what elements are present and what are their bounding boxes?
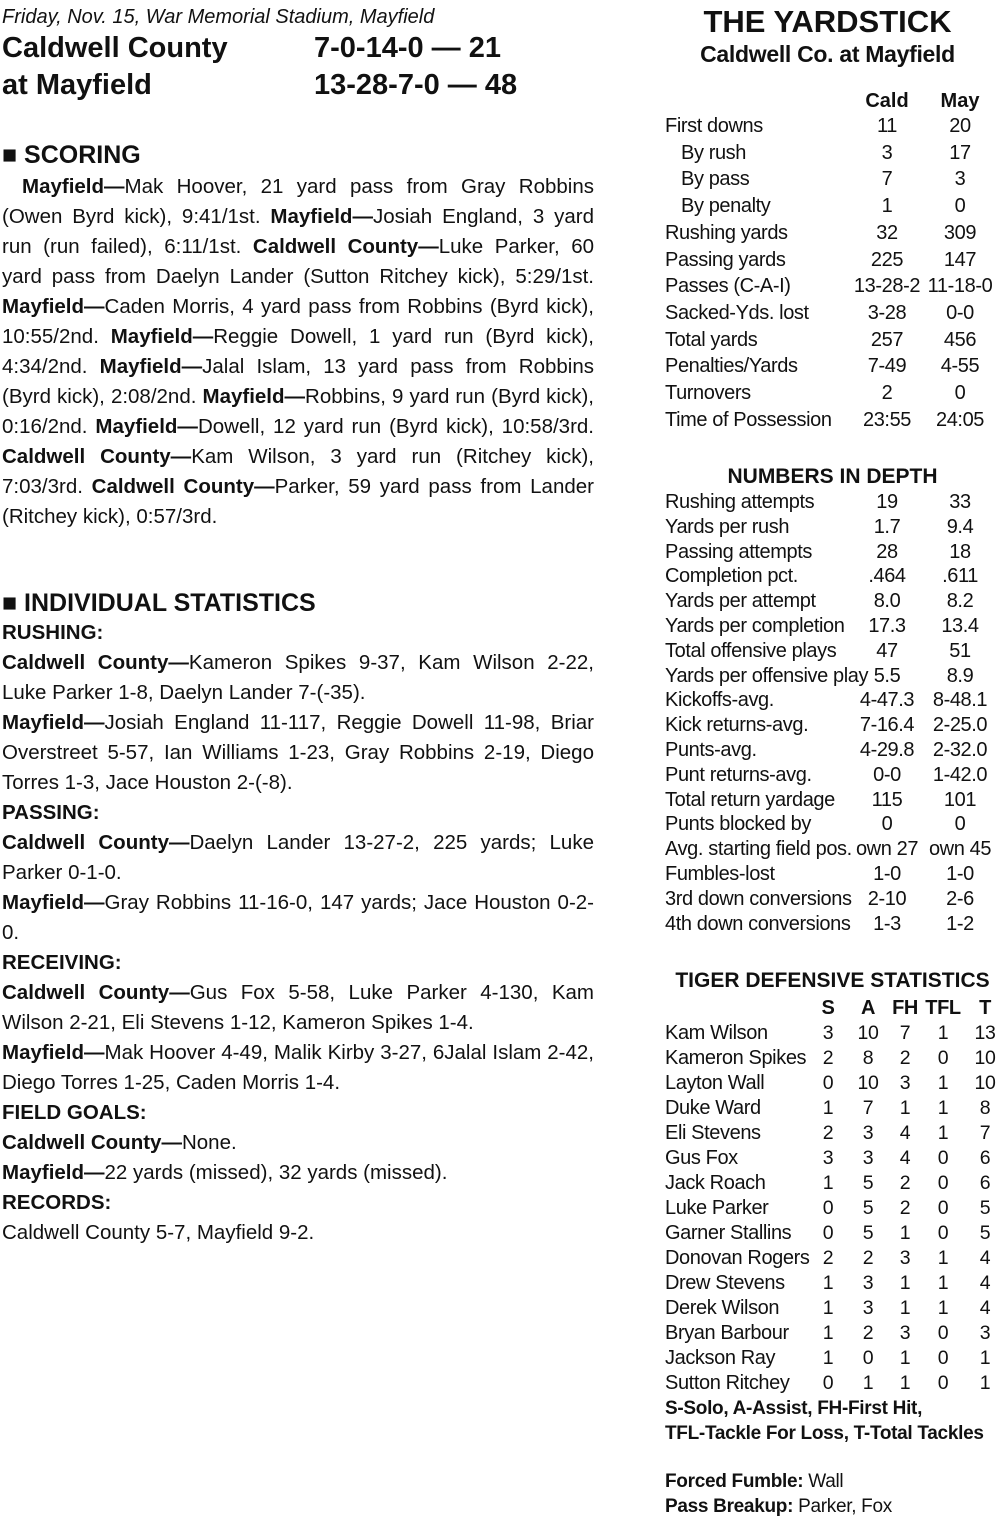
- depth-row-label: Fumbles-lost: [665, 863, 775, 885]
- depth-value-cald: 7-16.4: [859, 714, 915, 737]
- defense-stat-value: 4: [979, 1297, 991, 1319]
- defense-stat-value: 0: [862, 1347, 874, 1369]
- defense-stat-value: 1: [822, 1347, 834, 1369]
- scoring-play: Robbins, 9 yard run (Byrd kick), 0:16/2nd.: [2, 385, 594, 438]
- depth-value-cald: 5.5: [873, 664, 901, 687]
- defense-stat-value: 3: [899, 1322, 911, 1344]
- defense-stat-value: 3: [899, 1247, 911, 1269]
- depth-value-may: 2-6: [946, 887, 974, 910]
- scoring-team: Mayfield—: [270, 205, 373, 228]
- stat-team: Caldwell County—: [2, 831, 190, 854]
- depth-value-cald: 4-29.8: [859, 739, 915, 761]
- stat-entry: [2, 1128, 594, 1158]
- scoring-team: Mayfield—: [110, 325, 214, 348]
- stat-team: Mayfield—: [2, 891, 105, 914]
- depth-value-may: 9.4: [946, 515, 974, 538]
- stat-team: Mayfield—: [2, 1161, 105, 1184]
- defense-player-name: Bryan Barbour: [665, 1322, 789, 1344]
- defense-stat-value: 10: [974, 1047, 996, 1069]
- defense-player-name: Luke Parker: [665, 1197, 769, 1219]
- defense-stat-value: 5: [979, 1197, 991, 1219]
- defense-stat-value: 1: [899, 1297, 911, 1319]
- stat-text: Gus Fox 5-58, Luke Parker 4-130, Kam Wilson 2-21, Eli Stevens 1-12, Kameron Spikes 1-4.: [2, 981, 594, 1034]
- defense-stat-value: 0: [937, 1347, 949, 1369]
- depth-row-label: Total offensive plays: [665, 639, 837, 662]
- defense-col-header: FH: [892, 997, 918, 1019]
- scoring-team: Mayfield—: [99, 355, 203, 378]
- yardstick-row-label: Time of Possession: [665, 408, 832, 431]
- defense-player-name: Sutton Ritchey: [665, 1372, 790, 1394]
- scoring-team: Caldwell County—: [2, 445, 192, 468]
- yardstick-value-may: 147: [943, 248, 977, 271]
- defense-col-header: T: [979, 997, 991, 1019]
- linescore: [2, 30, 594, 104]
- yardstick-value-may: 3: [954, 168, 966, 191]
- linescore-score: 7-0-14-0 — 21: [314, 32, 501, 64]
- depth-value-may: .611: [942, 565, 978, 588]
- stat-text: Gray Robbins 11-16-0, 147 yards; Jace Houston 0-2-0.: [2, 891, 594, 944]
- depth-value-may: 2-32.0: [932, 739, 988, 761]
- defense-stat-value: 1: [899, 1272, 911, 1294]
- defense-stat-value: 10: [974, 1072, 996, 1094]
- defense-stat-value: 2: [899, 1172, 911, 1194]
- defense-stat-value: 0: [937, 1172, 949, 1194]
- stat-team: Caldwell County—: [2, 651, 189, 674]
- yardstick-row-label: Total yards: [665, 328, 758, 351]
- depth-row-label: Kick returns-avg.: [665, 714, 809, 737]
- yardstick-value-cald: 3-28: [867, 301, 907, 324]
- yardstick-value-cald: 3: [881, 141, 893, 164]
- linescore-row-visitor: [2, 30, 594, 67]
- defense-stat-value: 0: [937, 1372, 949, 1394]
- scoring-play: Dowell, 12 yard run (Byrd kick), 10:58/3rd.: [197, 415, 594, 438]
- defense-player-name: Gus Fox: [665, 1147, 738, 1169]
- defense-player-name: Donovan Rogers: [665, 1247, 810, 1269]
- depth-row-label: Yards per attempt: [665, 590, 816, 613]
- defense-stat-value: 2: [822, 1247, 834, 1269]
- defense-legend: TFL-Tackle For Loss, T-Total Tackles: [665, 1423, 984, 1444]
- yardstick-row-label: By penalty: [681, 195, 771, 218]
- scoring-play: Parker, 59 yard pass from Lander (Ritchey kick), 0:57/3rd.: [2, 475, 594, 528]
- yardstick-value-may: 0: [954, 382, 966, 404]
- defense-stat-value: 6: [979, 1147, 991, 1169]
- yardstick-row-label: Rushing yards: [665, 221, 788, 244]
- linescore-row-home: [2, 67, 594, 104]
- yardstick-row-label: Passes (C-A-I): [665, 275, 791, 298]
- stat-text: Josiah England 11-117, Reggie Dowell 11-98, Briar Overstreet 5-57, Ian Williams 1-23, Gray Robbins 2-19, Diego Torres 1-3, Jace Houston 2-(-8).: [2, 711, 594, 794]
- defense-stat-value: 8: [979, 1097, 991, 1119]
- defense-stat-value: 0: [937, 1222, 949, 1244]
- depth-value-may: 101: [943, 788, 977, 811]
- stat-team: Mayfield—: [2, 711, 105, 734]
- stat-text: Caldwell County 5-7, Mayfield 9-2.: [2, 1221, 315, 1244]
- yardstick-value-may: 17: [949, 141, 971, 164]
- defense-player-name: Jack Roach: [665, 1172, 766, 1194]
- game-story-column: [2, 4, 594, 1248]
- depth-row-label: 3rd down conversions: [665, 887, 852, 910]
- defense-stat-value: 1: [899, 1097, 911, 1119]
- defense-stat-value: 5: [979, 1222, 991, 1244]
- yardstick-value-cald: 32: [876, 221, 898, 244]
- defense-player-name: Duke Ward: [665, 1097, 761, 1119]
- yardstick-value-cald: 2: [881, 382, 893, 404]
- yardstick-row-label: Penalties/Yards: [665, 355, 798, 378]
- depth-value-cald: 115: [871, 788, 903, 811]
- defense-col-header: S: [821, 997, 835, 1019]
- defense-stat-value: 1: [937, 1072, 949, 1094]
- defense-stat-value: 5: [862, 1222, 874, 1244]
- defense-stat-value: 3: [862, 1122, 874, 1144]
- stat-entry: [2, 1218, 594, 1248]
- yardstick-value-cald: 7: [881, 168, 893, 191]
- yardstick-value-cald: 11: [877, 115, 897, 137]
- forced-fumble-line: [665, 1469, 843, 1494]
- defense-stat-value: 3: [822, 1022, 834, 1044]
- defense-player-name: Layton Wall: [665, 1072, 765, 1094]
- scoring-team: Caldwell County—: [252, 235, 439, 258]
- defense-stat-value: 3: [862, 1297, 874, 1319]
- stat-entry: [2, 978, 594, 1038]
- depth-value-cald: 4-47.3: [859, 689, 915, 712]
- defense-stat-value: 0: [937, 1322, 949, 1344]
- yardstick-value-may: 0-0: [946, 301, 974, 324]
- defense-stat-value: 13: [974, 1022, 996, 1044]
- depth-value-cald: own 27: [855, 838, 919, 861]
- depth-row-label: Punts blocked by: [665, 813, 811, 836]
- stat-section-title: PASSING:: [2, 801, 100, 824]
- defense-stat-value: 2: [822, 1047, 834, 1069]
- defense-stat-value: 1: [937, 1097, 949, 1119]
- stat-text: Daelyn Lander 13-27-2, 225 yards; Luke Parker 0-1-0.: [2, 831, 594, 884]
- defense-stat-value: 3: [862, 1272, 874, 1294]
- defense-stat-value: 1: [822, 1322, 834, 1344]
- stat-text: 22 yards (missed), 32 yards (missed).: [104, 1161, 448, 1184]
- pass-breakup-label: Pass Breakup:: [665, 1496, 794, 1517]
- defense-stat-value: 1: [979, 1372, 991, 1394]
- individual-stats: [2, 618, 594, 1248]
- defense-stat-value: 1: [937, 1122, 949, 1144]
- defense-player-name: Derek Wilson: [665, 1297, 780, 1319]
- depth-row-label: Avg. starting field pos.: [665, 838, 852, 861]
- defense-stat-value: 2: [822, 1122, 834, 1144]
- pass-breakup-value: Parker, Fox: [793, 1496, 892, 1517]
- depth-value-cald: 2-10: [867, 887, 907, 910]
- depth-value-may: 1-2: [946, 912, 974, 935]
- stat-entry: [2, 828, 594, 888]
- depth-value-may: 1-0: [946, 863, 974, 885]
- depth-value-may: 2-25.0: [932, 714, 988, 737]
- defense-stat-value: 2: [899, 1047, 911, 1069]
- defense-stat-value: 1: [822, 1097, 834, 1119]
- defense-stat-value: 5: [862, 1172, 874, 1194]
- defense-stat-value: 1: [937, 1272, 949, 1294]
- defense-stat-value: 0: [822, 1072, 834, 1094]
- defense-stat-value: 5: [862, 1197, 874, 1219]
- defense-stat-value: 1: [899, 1372, 911, 1394]
- depth-value-may: 8.2: [946, 590, 974, 613]
- defense-player-name: Kam Wilson: [665, 1022, 768, 1044]
- stat-entry: [2, 1038, 594, 1098]
- yardstick-value-cald: 7-49: [867, 355, 907, 378]
- defense-player-name: Jackson Ray: [665, 1347, 776, 1369]
- defense-stat-value: 1: [862, 1372, 874, 1394]
- defense-stat-value: 0: [822, 1197, 834, 1219]
- stat-text: Kameron Spikes 9-37, Kam Wilson 2-22, Luke Parker 1-8, Daelyn Lander 7-(-35).: [2, 651, 594, 704]
- depth-value-cald: 47: [876, 639, 898, 662]
- yardstick-value-may: 4-55: [940, 355, 980, 378]
- depth-value-may: 0: [954, 813, 966, 836]
- stat-team: Mayfield—: [2, 1041, 105, 1064]
- dateline: Friday, Nov. 15, War Memorial Stadium, Mayfield: [2, 6, 435, 28]
- yardstick-value-cald: 257: [870, 328, 904, 351]
- numbers-in-depth-title: NUMBERS IN DEPTH: [727, 465, 938, 488]
- linescore-team: Caldwell County: [2, 32, 228, 64]
- depth-row-label: Yards per rush: [665, 515, 790, 538]
- depth-value-may: 51: [949, 639, 971, 662]
- yardstick-value-may: 456: [943, 328, 977, 351]
- defense-stat-value: 3: [862, 1147, 874, 1169]
- depth-value-cald: 0-0: [873, 763, 901, 786]
- defense-stat-value: 1: [899, 1222, 911, 1244]
- defense-stat-value: 4: [979, 1247, 991, 1269]
- depth-row-label: Punts-avg.: [665, 739, 757, 761]
- depth-row-label: Yards per offensive play: [665, 664, 869, 687]
- yardstick-row-label: Sacked-Yds. lost: [665, 301, 809, 324]
- defense-stat-value: 2: [899, 1197, 911, 1219]
- scoring-team: Mayfield—: [2, 295, 105, 318]
- stat-section-title: FIELD GOALS:: [2, 1101, 147, 1124]
- defense-stat-value: 0: [937, 1047, 949, 1069]
- yardstick-value-may: 20: [949, 115, 971, 137]
- yardstick-row-label: Passing yards: [665, 248, 786, 271]
- defense-stat-value: 0: [937, 1197, 949, 1219]
- scoring-team: Caldwell County—: [91, 475, 275, 498]
- scoring-play: Kam Wilson, 3 yard run (Ritchey kick), 7:03/3rd.: [2, 445, 594, 498]
- linescore-team: at Mayfield: [2, 69, 152, 101]
- depth-row-label: Kickoffs-avg.: [665, 689, 774, 712]
- defense-stat-value: 3: [822, 1147, 834, 1169]
- scoring-play: Jalal Islam, 13 yard pass from Robbins (Byrd kick), 2:08/2nd.: [2, 355, 594, 408]
- defense-stat-value: 7: [862, 1097, 874, 1119]
- scoring-heading: ■ SCORING: [2, 141, 141, 169]
- yardstick-title: THE YARDSTICK: [703, 4, 952, 39]
- defense-stat-value: 10: [857, 1022, 879, 1044]
- defense-stat-value: 3: [979, 1322, 991, 1344]
- defense-stat-value: 1: [899, 1347, 911, 1369]
- defense-stat-value: 1: [937, 1247, 949, 1269]
- yardstick-col-header: May: [940, 90, 980, 112]
- defense-player-name: Garner Stallins: [665, 1222, 792, 1244]
- yardstick-row-label: Turnovers: [665, 382, 751, 404]
- defense-stat-value: 2: [862, 1322, 874, 1344]
- yardstick-value-may: 309: [943, 221, 977, 244]
- depth-value-may: 1-42.0: [932, 763, 988, 786]
- defense-stat-value: 0: [822, 1222, 834, 1244]
- defense-stat-value: 1: [937, 1297, 949, 1319]
- yardstick-value-cald: 1: [881, 195, 893, 218]
- scoring-team: Mayfield—: [95, 415, 198, 438]
- stat-section-title: RECEIVING:: [2, 951, 122, 974]
- depth-row-label: Yards per completion: [665, 615, 845, 637]
- defense-player-name: Drew Stevens: [665, 1272, 785, 1294]
- depth-row-label: Passing attempts: [665, 540, 813, 563]
- defense-stat-value: 6: [979, 1172, 991, 1194]
- depth-value-cald: 0: [881, 813, 893, 836]
- depth-row-label: Punt returns-avg.: [665, 763, 812, 786]
- scoring-play: Mak Hoover, 21 yard pass from Gray Robbins (Owen Byrd kick), 9:41/1st.: [2, 175, 594, 228]
- depth-value-may: 13.4: [941, 615, 979, 637]
- stat-text: Mak Hoover 4-49, Malik Kirby 3-27, 6Jalal Islam 2-42, Diego Torres 1-25, Caden Morris 1-4.: [2, 1041, 594, 1094]
- defense-stat-value: 0: [822, 1372, 834, 1394]
- defense-stat-value: 2: [862, 1247, 874, 1269]
- depth-value-may: 8.9: [946, 664, 974, 687]
- scoring-play: Reggie Dowell, 1 yard run (Byrd kick), 4:34/2nd.: [2, 325, 594, 378]
- depth-value-cald: .464: [868, 565, 906, 588]
- yardstick-value-may: 11-18-0: [927, 275, 993, 298]
- scoring-play: Luke Parker, 60 yard pass from Daelyn Lander (Sutton Ritchey kick), 5:29/1st.: [2, 235, 595, 288]
- defense-stat-value: 1: [822, 1172, 834, 1194]
- yardstick-col-header: Cald: [865, 90, 909, 112]
- depth-row-label: Completion pct.: [665, 565, 798, 588]
- depth-value-may: own 45: [928, 838, 992, 861]
- defense-stat-value: 8: [862, 1047, 874, 1069]
- linescore-score: 13-28-7-0 — 48: [314, 69, 518, 101]
- defense-col-header: TFL: [925, 997, 961, 1019]
- defense-col-header: A: [860, 997, 876, 1019]
- scoring-play: Josiah England, 3 yard run (run failed), 6:11/1st.: [2, 205, 594, 258]
- yardstick-value-cald: 23:55: [862, 408, 912, 431]
- depth-value-may: 8-48.1: [932, 689, 988, 712]
- stat-entry: [2, 648, 594, 708]
- yardstick-value-may: 0: [954, 195, 966, 218]
- stat-section-title: RECORDS:: [2, 1191, 112, 1214]
- depth-value-cald: 1-0: [873, 863, 901, 885]
- depth-value-cald: 19: [876, 491, 898, 513]
- defense-stat-value: 10: [857, 1072, 879, 1094]
- defense-stat-value: 7: [979, 1122, 991, 1144]
- pass-breakup-line: [665, 1494, 892, 1519]
- defense-stat-value: 1: [822, 1297, 834, 1319]
- depth-row-label: 4th down conversions: [665, 912, 851, 935]
- yardstick-row-label: By pass: [681, 168, 750, 191]
- yardstick-subtitle: Caldwell Co. at Mayfield: [700, 41, 955, 67]
- stat-entry: [2, 708, 594, 798]
- defense-player-name: Kameron Spikes: [665, 1047, 807, 1069]
- forced-fumble-value: Wall: [803, 1471, 844, 1492]
- stat-entry: [2, 1158, 594, 1188]
- defense-stat-value: 1: [937, 1022, 949, 1044]
- depth-row-label: Total return yardage: [665, 788, 835, 811]
- yardstick-value-may: 24:05: [935, 408, 985, 431]
- scoring-play: Caden Morris, 4 yard pass from Robbins (Byrd kick), 10:55/2nd.: [2, 295, 594, 348]
- defense-player-name: Eli Stevens: [665, 1122, 761, 1144]
- stat-text: None.: [181, 1131, 237, 1154]
- depth-value-cald: 1.7: [873, 515, 901, 538]
- defense-stat-value: 4: [979, 1272, 991, 1294]
- depth-value-cald: 17.3: [868, 615, 906, 637]
- defense-legend: S-Solo, A-Assist, FH-First Hit,: [665, 1398, 923, 1419]
- depth-value-cald: 28: [876, 540, 898, 563]
- stat-team: Caldwell County—: [2, 981, 190, 1004]
- stat-section-title: RUSHING:: [2, 621, 104, 644]
- individual-stats-heading: ■ INDIVIDUAL STATISTICS: [2, 589, 316, 617]
- defense-stat-value: 7: [899, 1022, 911, 1044]
- defense-stat-value: 3: [899, 1072, 911, 1094]
- depth-value-cald: 1-3: [873, 912, 901, 935]
- depth-value-may: 18: [949, 540, 971, 563]
- yardstick-value-cald: 225: [870, 248, 904, 271]
- stat-entry: [2, 888, 594, 948]
- scoring-summary: [2, 172, 594, 532]
- yardstick-row-label: First downs: [665, 115, 763, 137]
- stat-team: Caldwell County—: [2, 1131, 182, 1154]
- defense-stat-value: 1: [979, 1347, 991, 1369]
- defensive-stats-title: TIGER DEFENSIVE STATISTICS: [675, 969, 990, 992]
- defense-stat-value: 1: [822, 1272, 834, 1294]
- defense-stat-value: 0: [937, 1147, 949, 1169]
- depth-row-label: Rushing attempts: [665, 491, 815, 513]
- depth-value-may: 33: [949, 491, 971, 513]
- defense-stat-value: 4: [899, 1147, 911, 1169]
- yardstick-row-label: By rush: [681, 141, 747, 164]
- yardstick-column: [665, 4, 1000, 68]
- depth-value-cald: 8.0: [873, 590, 901, 613]
- forced-fumble-label: Forced Fumble:: [665, 1471, 804, 1492]
- defense-stat-value: 4: [899, 1122, 911, 1144]
- yardstick-value-cald: 13-28-2: [853, 275, 921, 298]
- scoring-team: Mayfield—: [22, 175, 125, 198]
- scoring-team: Mayfield—: [202, 385, 306, 408]
